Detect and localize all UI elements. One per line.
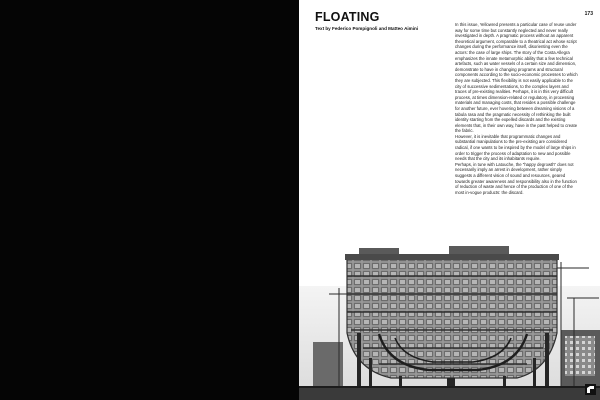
page-number: 173: [584, 11, 593, 17]
right-page: [299, 0, 600, 400]
article-byline: Text by Federico Pompignoli and Matteo Aimini: [315, 26, 419, 31]
paragraph-2: However, it is inevitable that programmatic changes and substantial manipulations to the pre-existing are considered radical, if one wants to be inspired by the model of large ships in order to trigger the process of adaptation to new and possible needs that the city and its inhabitants require.: [455, 133, 576, 162]
article-title: FLOATING: [315, 10, 380, 24]
paragraph-1: In this issue, Yellowred presents a particular case of reuse under way for some time but constantly neglected and never really investigated in depth. A pragmatic process without an apparent theoretical argument, comparable to a theatrical act whose script changes during the performance itself, disorienting even the actors: the case of large ships. The story of the Costa Allegra emphasizes the innate metamorphic ability that a few technical artefacts, such as water vessels of a certain size and dimension, demonstrate to have in changing programs and structural components according to the socio-economic processes to which they are subjected. This flexibility is not easily applicable to the city of successive sedimentations, to the complex layers and traces of pre-existing realities. Perhaps, it is in this very difficult process, at times dimension-related or regulatory, in processing materials and managing costs, that resides a possible challenge for another future, ever hovering between dreaming visions of a tabula rasa and the pragmatic necessity of rethinking the built identity starting from the expelled discards and the existing elements that, in their own way, have in the past helped to create the fabric.: [455, 22, 578, 134]
left-page: [0, 0, 299, 400]
ship-hull-photo: [299, 238, 600, 400]
ship-hull-illustration: [299, 238, 600, 400]
paragraph-3: Perhaps, in tune with Latouche, the "happy degrowth" does not necessarily imply an arrest in development, rather simply suggests a different vision of sound and resources, geared towards greater awareness and responsibility also in the function of reduction of waste and hence of the production of one of the most in-vogue products: the discard.: [455, 161, 577, 195]
corner-logo-icon: [585, 384, 596, 395]
article-body: [455, 22, 579, 195]
